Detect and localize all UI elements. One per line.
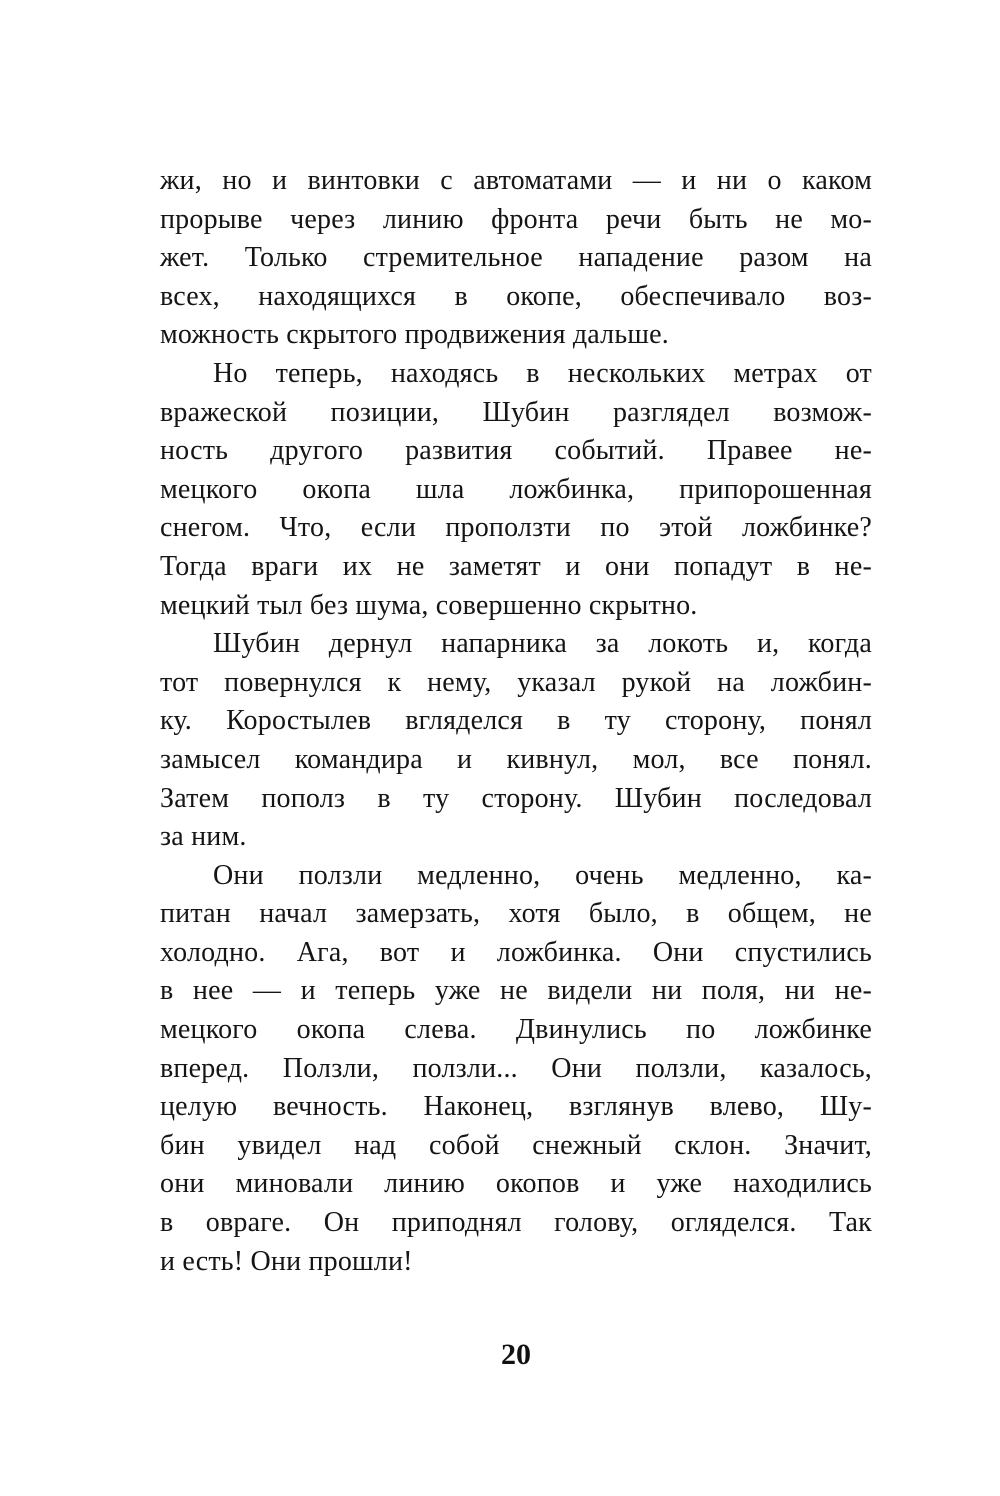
text-line: холодно. Ага, вот и ложбинка. Они спустились [160, 936, 872, 968]
text-line: мецкого окопа шла ложбинка, припорошенная [160, 473, 872, 505]
text-line: в овраге. Он приподнял голову, огляделся. Так [160, 1207, 872, 1239]
body-text [160, 162, 872, 1281]
text-line: Шубин дернул напарника за локоть и, когда [213, 628, 872, 660]
text-line: прорыве через линию фронта речи быть не мо- [160, 203, 872, 235]
text-line: замысел командира и кивнул, мол, все понял. [160, 743, 872, 775]
text-line: Тогда враги их не заметят и они попадут в не- [160, 550, 872, 582]
text-line: целую вечность. Наконец, взглянув влево, Шу- [160, 1091, 872, 1123]
text-line: Затем пополз в ту сторону. Шубин последовал [160, 782, 872, 814]
text-line: они миновали линию окопов и уже находились [160, 1168, 872, 1200]
page-number: 20 [501, 1338, 531, 1371]
text-line: снегом. Что, если проползти по этой ложбинке? [160, 512, 872, 544]
text-line: за ним. [160, 821, 247, 853]
text-line: ность другого развития событий. Правее не- [160, 435, 872, 467]
text-line: мецкий тыл без шума, совершенно скрытно. [160, 589, 698, 621]
text-line: Они ползли медленно, очень медленно, ка- [213, 859, 872, 891]
text-line: вражеской позиции, Шубин разглядел возмож- [160, 396, 872, 428]
text-line: мецкого окопа слева. Двинулись по ложбинке [160, 1014, 872, 1046]
text-line: питан начал замерзать, хотя было, в общем, не [160, 898, 872, 930]
text-line: ку. Коростылев вгляделся в ту сторону, понял [160, 705, 872, 737]
text-line: и есть! Они прошли! [160, 1245, 413, 1277]
text-line: жет. Только стремительное нападение разом на [160, 242, 872, 274]
text-line: тот повернулся к нему, указал рукой на ложбин- [160, 666, 872, 698]
text-line: всех, находящихся в окопе, обеспечивало воз- [160, 280, 872, 312]
text-line: в нее — и теперь уже не видели ни поля, ни не- [160, 975, 872, 1007]
text-line: вперед. Ползли, ползли... Они ползли, казалось, [160, 1052, 872, 1084]
text-line: можность скрытого продвижения дальше. [160, 319, 669, 351]
text-line: Но теперь, находясь в нескольких метрах от [213, 357, 872, 389]
text-line: жи, но и винтовки с автоматами — и ни о каком [160, 165, 872, 196]
text-line: бин увидел над собой снежный склон. Значит, [160, 1129, 872, 1161]
